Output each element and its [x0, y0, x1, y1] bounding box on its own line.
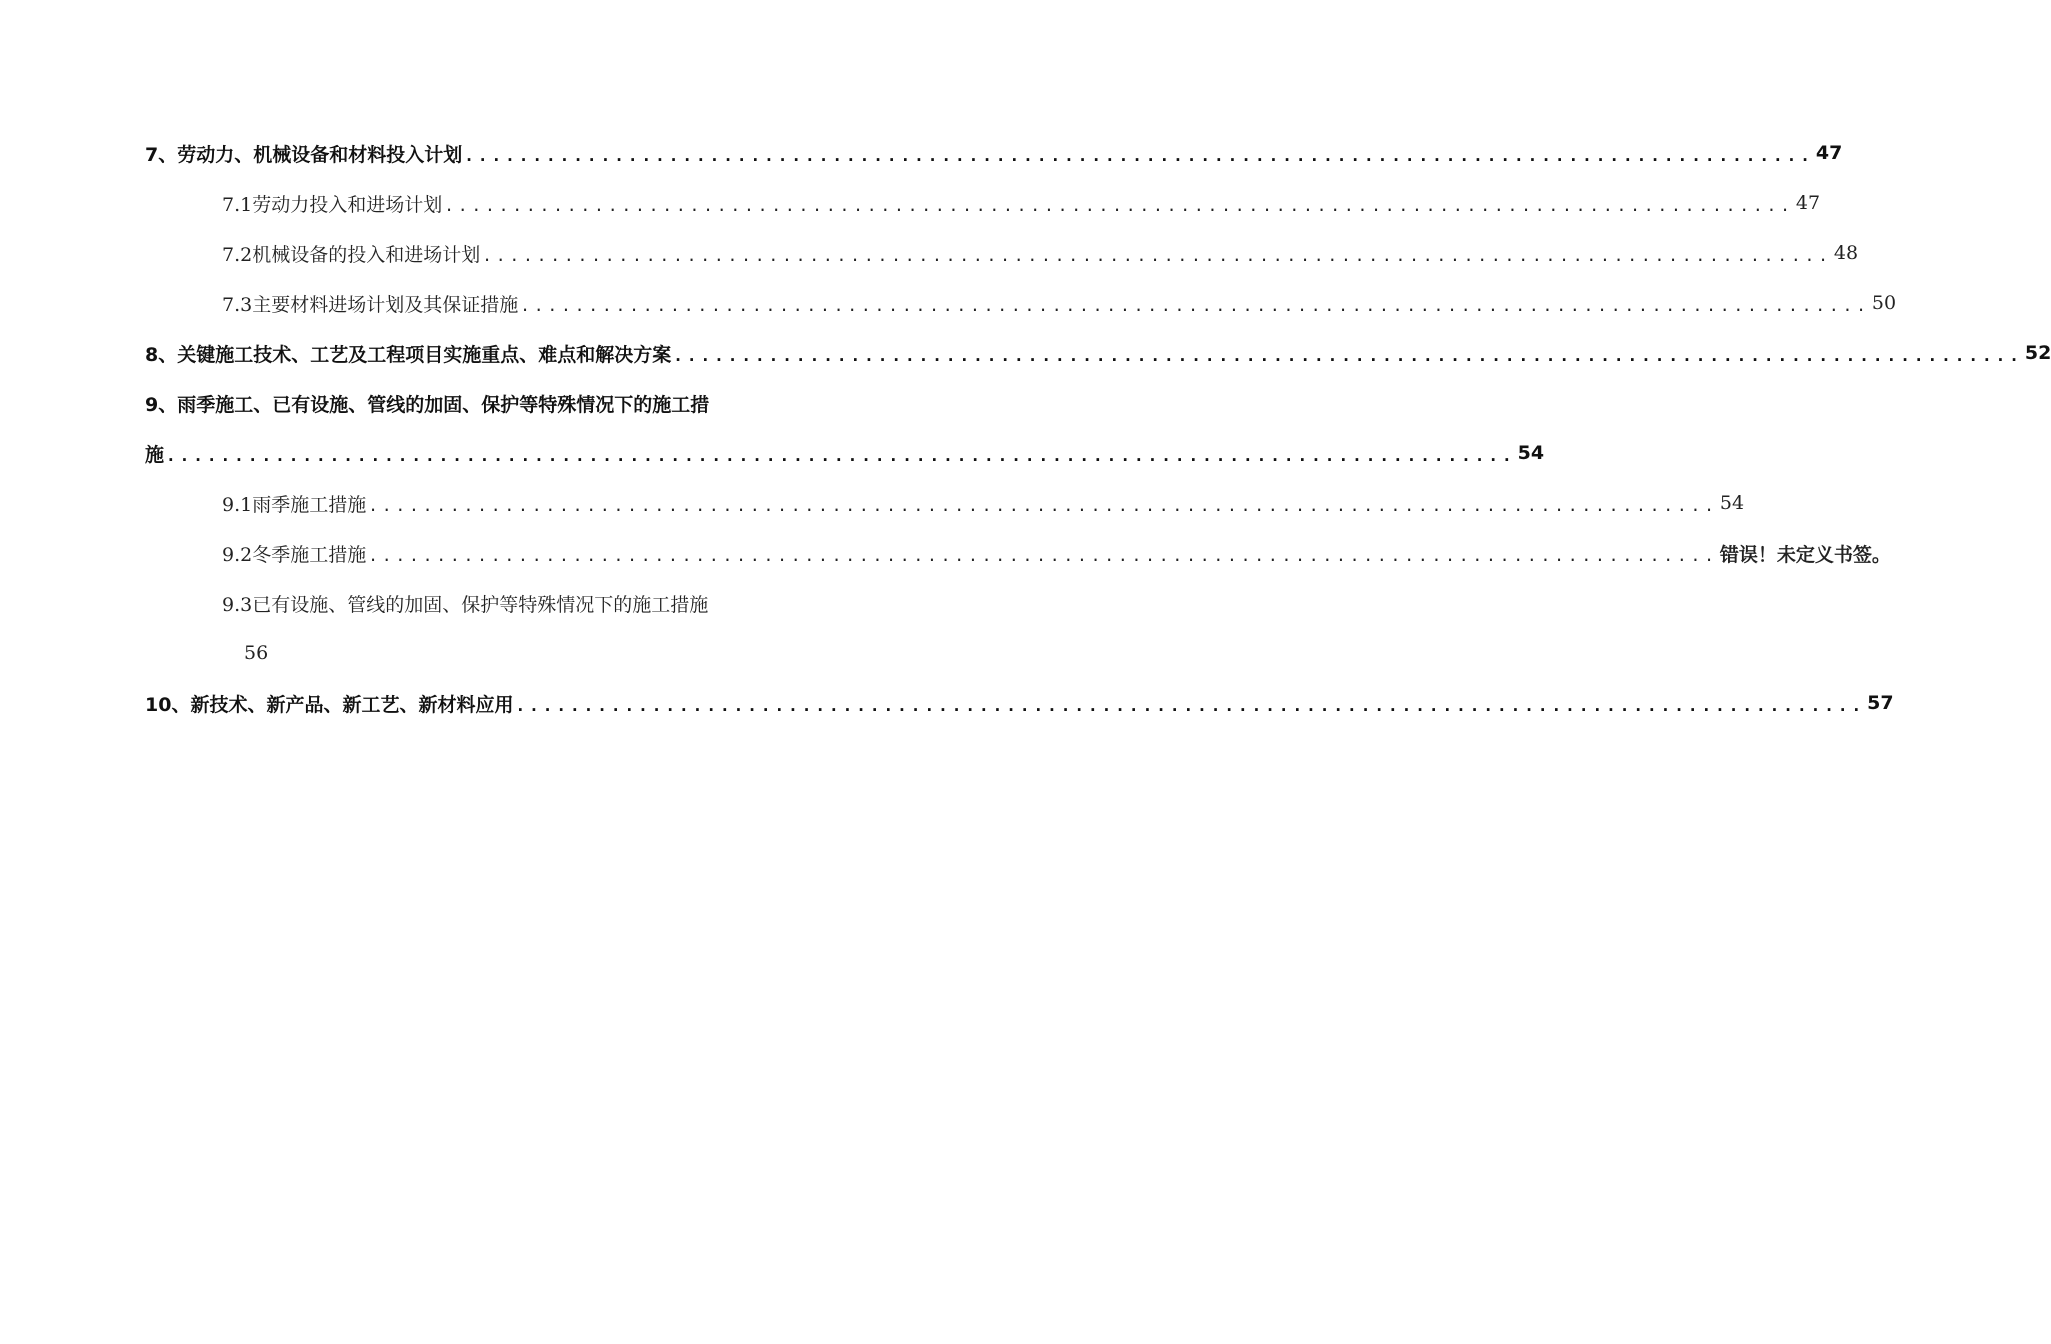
toc-dot-leader: ...................................................................................................: [520, 295, 1870, 315]
toc-entry-title: 7、劳动力、机械设备和材料投入计划: [145, 143, 463, 166]
toc-entry-9-line-1[interactable]: [145, 378, 805, 428]
toc-page-number: 56: [244, 642, 269, 664]
toc-dot-leader: ...................................................................................................: [673, 345, 2023, 365]
toc-entry-9-line-2[interactable]: [145, 428, 1545, 478]
toc-entry-8[interactable]: [145, 328, 2051, 378]
toc-entry-title: 8、关键施工技术、工艺及工程项目实施重点、难点和解决方案: [145, 343, 672, 366]
toc-entry-9-3[interactable]: [145, 578, 805, 628]
toc-entry-7-2[interactable]: [145, 228, 1859, 278]
toc-entry-7[interactable]: [145, 128, 1843, 178]
toc-bookmark-error: 错误！未定义书签。: [1719, 543, 1891, 566]
toc-page-number: 52: [2024, 342, 2051, 364]
toc-entry-title: 9.2冬季施工措施: [222, 543, 367, 566]
toc-dot-leader: ...................................................................................................: [444, 195, 1794, 215]
toc-entry-title: 7.1劳动力投入和进场计划: [222, 193, 443, 216]
toc-entry-7-1[interactable]: [145, 178, 1821, 228]
toc-dot-leader: ...................................................................................................: [482, 245, 1832, 265]
toc-entry-10[interactable]: [145, 678, 1894, 728]
toc-entry-title-continued: 施: [145, 443, 165, 466]
toc-dot-leader: ...................................................................................................: [464, 145, 1814, 165]
table-of-contents: [145, 128, 2051, 728]
toc-page-number: 54: [1719, 492, 1745, 514]
toc-entry-title: 9.1雨季施工措施: [222, 493, 367, 516]
toc-entry-title: 7.2机械设备的投入和进场计划: [222, 243, 481, 266]
toc-entry-7-3[interactable]: [145, 278, 1897, 328]
toc-page-number: 54: [1517, 442, 1545, 464]
toc-page-number: 50: [1871, 292, 1897, 314]
toc-entry-title: 9、雨季施工、已有设施、管线的加固、保护等特殊情况下的施工措: [145, 393, 710, 416]
toc-entry-9-2[interactable]: [145, 528, 1891, 578]
toc-dot-leader: ...................................................................................................: [166, 445, 1516, 465]
toc-entry-title: 9.3已有设施、管线的加固、保护等特殊情况下的施工措施: [222, 593, 709, 616]
toc-page-number: 47: [1795, 192, 1821, 214]
toc-entry-title: 7.3主要材料进场计划及其保证措施: [222, 293, 519, 316]
toc-entry-9-3-page-line[interactable]: [145, 628, 805, 678]
toc-entry-9-1[interactable]: [145, 478, 1745, 528]
toc-dot-leader: ...................................................................................................: [368, 495, 1718, 515]
toc-dot-leader: ...................................................................................................: [368, 545, 1718, 565]
toc-dot-leader: ...................................................................................................: [515, 695, 1866, 715]
toc-page-number: 48: [1833, 242, 1859, 264]
toc-page-number: 47: [1815, 142, 1843, 164]
toc-page-number: 57: [1867, 692, 1894, 714]
toc-entry-title: 10、新技术、新产品、新工艺、新材料应用: [145, 693, 514, 716]
